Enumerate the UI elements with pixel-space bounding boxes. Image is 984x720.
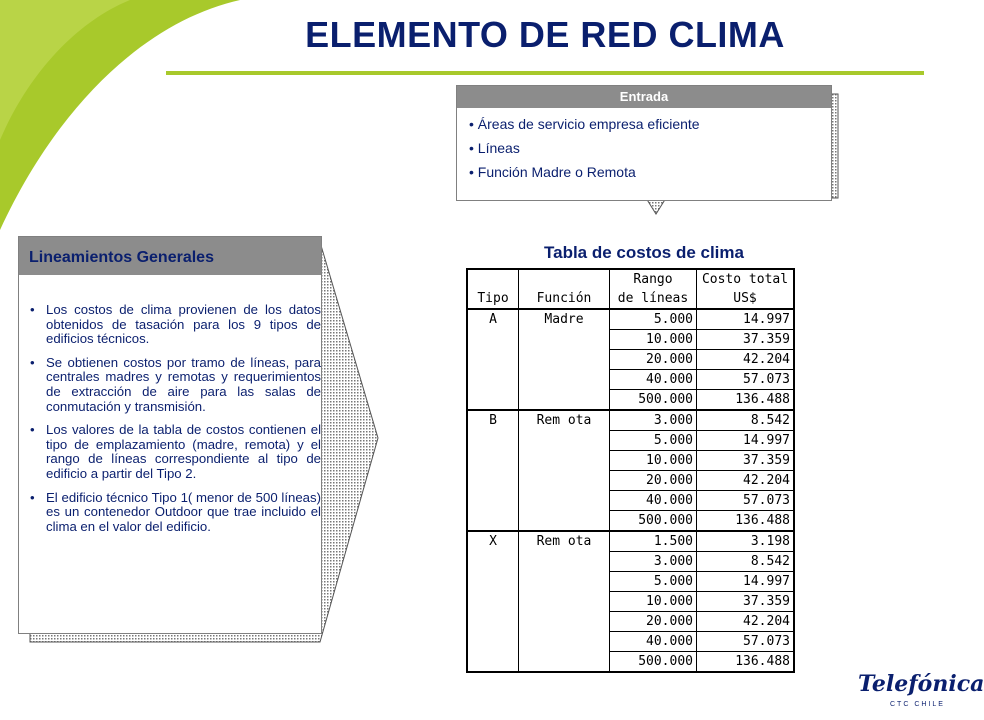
header-rango: Rango de líneas — [610, 269, 697, 309]
entrada-item: • Función Madre o Remota — [469, 164, 831, 188]
header-funcion: Función — [519, 269, 610, 309]
cell-costo: 14.997 — [697, 431, 795, 451]
entrada-item: • Áreas de servicio empresa eficiente — [469, 116, 831, 140]
lineamientos-list — [19, 275, 321, 534]
title-underline — [166, 71, 924, 75]
cell-costo: 8.542 — [697, 552, 795, 572]
cell-rango: 5.000 — [610, 572, 697, 592]
cell-rango: 20.000 — [610, 612, 697, 632]
cell-rango: 500.000 — [610, 652, 697, 673]
lineamientos-item: • Los costos de clima provienen de los datos obtenidos de tasación para los 9 tipos de edificios técnicos. — [19, 303, 321, 347]
cell-costo: 42.204 — [697, 471, 795, 491]
cell-costo: 14.997 — [697, 572, 795, 592]
cell-rango: 20.000 — [610, 350, 697, 370]
cell-rango: 10.000 — [610, 330, 697, 350]
cell-costo: 3.198 — [697, 531, 795, 552]
logo-subtitle: CTC CHILE — [890, 701, 945, 708]
cell-tipo: B — [467, 410, 519, 531]
cell-rango: 10.000 — [610, 592, 697, 612]
cell-costo: 136.488 — [697, 390, 795, 411]
header-tipo: Tipo — [467, 269, 519, 309]
cell-funcion: Rem ota — [519, 531, 610, 672]
cell-rango: 5.000 — [610, 431, 697, 451]
cell-costo: 14.997 — [697, 309, 795, 330]
cell-rango: 3.000 — [610, 410, 697, 431]
cell-rango: 20.000 — [610, 471, 697, 491]
logo-wordmark: Telefónica — [858, 671, 984, 697]
lineamientos-item: • Se obtienen costos por tramo de líneas, para centrales madres y remotas y requerimientos de extracción de aire para las salas de conmutación y transmisión. — [19, 356, 321, 414]
entrada-panel — [456, 85, 832, 201]
cell-rango: 500.000 — [610, 511, 697, 532]
cell-rango: 40.000 — [610, 491, 697, 511]
cost-table-body — [467, 309, 794, 672]
table-title: Tabla de costos de clima — [544, 243, 744, 262]
header-costo: Costo total US$ — [697, 269, 795, 309]
lineamientos-header: Lineamientos Generales — [19, 237, 321, 275]
cell-costo: 57.073 — [697, 632, 795, 652]
cell-rango: 40.000 — [610, 632, 697, 652]
lineamientos-item: • Los valores de la tabla de costos contienen el tipo de emplazamiento (madre, remota) y el rango de líneas correspondiente al tipo de edificio a partir del Tipo 2. — [19, 423, 321, 481]
cell-costo: 57.073 — [697, 370, 795, 390]
cell-costo: 8.542 — [697, 410, 795, 431]
cost-table — [466, 268, 795, 673]
lineamientos-panel — [18, 236, 322, 634]
cell-costo: 136.488 — [697, 511, 795, 532]
table-header-row — [467, 269, 794, 309]
cell-costo: 136.488 — [697, 652, 795, 673]
entrada-item: • Líneas — [469, 140, 831, 164]
table-row — [467, 410, 794, 431]
cell-tipo: A — [467, 309, 519, 410]
cell-rango: 1.500 — [610, 531, 697, 552]
entrada-header: Entrada — [457, 86, 831, 108]
cell-rango: 10.000 — [610, 451, 697, 471]
cell-costo: 37.359 — [697, 330, 795, 350]
table-row — [467, 531, 794, 552]
cell-costo: 42.204 — [697, 350, 795, 370]
cell-costo: 57.073 — [697, 491, 795, 511]
cell-rango: 5.000 — [610, 309, 697, 330]
cell-rango: 500.000 — [610, 390, 697, 411]
cell-funcion: Rem ota — [519, 410, 610, 531]
page-title: ELEMENTO DE RED CLIMA — [305, 14, 785, 55]
cell-costo: 42.204 — [697, 612, 795, 632]
telefonica-logo — [840, 665, 984, 715]
cell-costo: 37.359 — [697, 451, 795, 471]
entrada-list — [457, 108, 831, 188]
cell-funcion: Madre — [519, 309, 610, 410]
cell-costo: 37.359 — [697, 592, 795, 612]
cell-rango: 40.000 — [610, 370, 697, 390]
table-row — [467, 309, 794, 330]
cell-rango: 3.000 — [610, 552, 697, 572]
lineamientos-item: • El edificio técnico Tipo 1( menor de 500 líneas) es un contenedor Outdoor que trae incluido el clima en el valor del edificio. — [19, 491, 321, 535]
cell-tipo: X — [467, 531, 519, 672]
